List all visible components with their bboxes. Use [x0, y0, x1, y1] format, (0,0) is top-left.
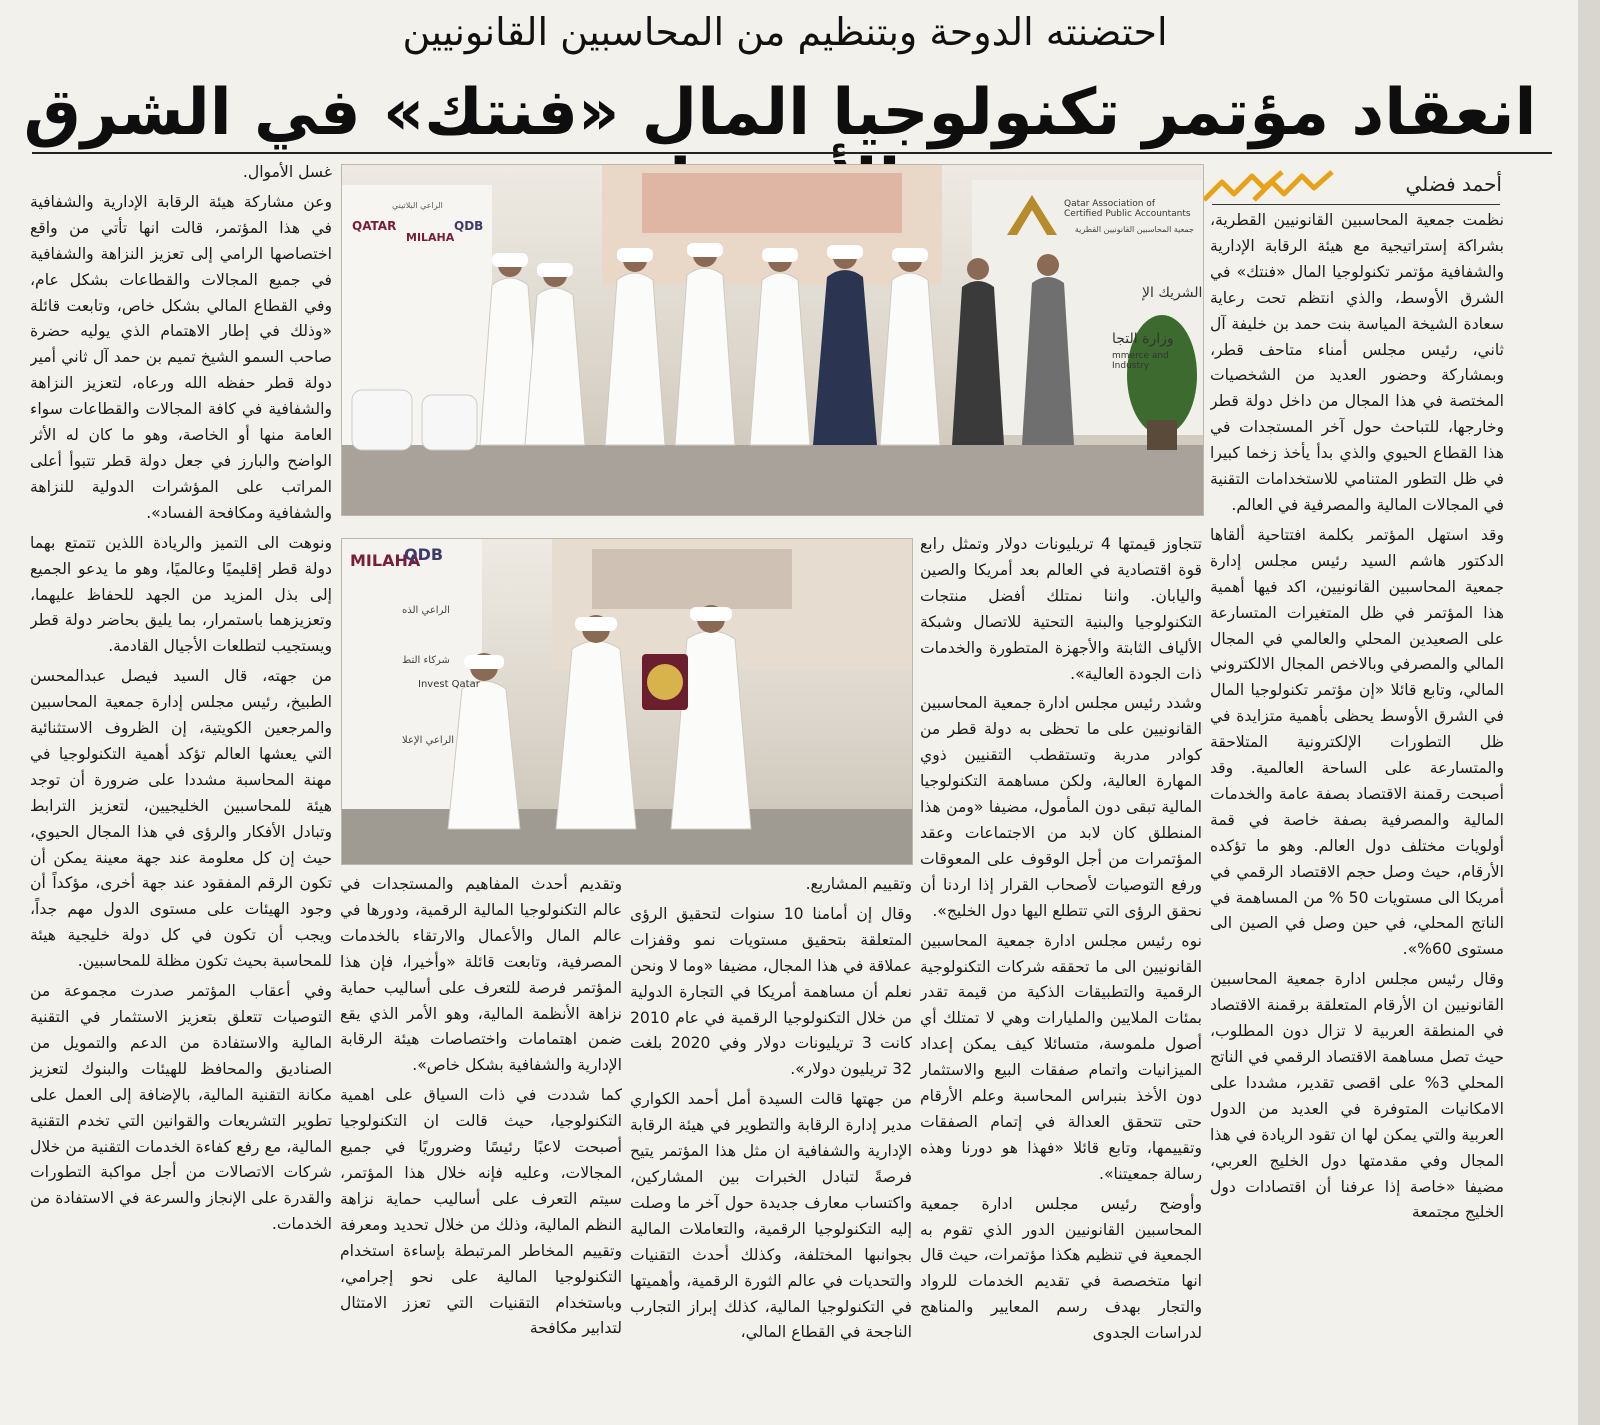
paragraph: وعن مشاركة هيئة الرقابة الإدارية والشفافية في هذا المؤتمر، قالت انها تأتي من واقع اختصاصها الرامي إلى تعزيز النزاهة والشفافية في جميع المجالات والقطاعات بشكل عام، وفي القطاع المالي بشكل خاص، وتابعت قائلة «وذلك في إطار الاهتمام الذي يوليه حضرة صاحب السمو الشيخ تميم بن حمد آل ثاني أمير دولة قطر حفظه الله ورعاه، لتعزيز النزاهة والشفافية في كافة المجالات والقطاعات سواء العامة منها أو الخاصة، وهو ما كان له الأثر الواضح والبارز في جعل دولة قطر تتبوأ أعلى المراتب على المؤشرات الدولية للنزاهة والشفافية ومكافحة الفساد». [30, 192, 332, 522]
article-column-2 [920, 532, 1202, 1388]
author-rule [1212, 204, 1500, 205]
association-name-en: Qatar Association of Certified Public Accountants [1064, 199, 1191, 219]
paragraph: وقد استهل المؤتمر بكلمة افتتاحية ألقاها الدكتور هاشم السيد رئيس مجلس إدارة جمعية المحاسبين القانونيين، اكد فيها أهمية هذا المؤتمر في ظل المتغيرات المتسارعة على الصعيدين المحلي والعالمي في المجال المالي والمصرفي وبالاخص المجال الالكتروني المالي، وتابع قائلا «إن مؤتمر تكنولوجيا المال في الشرق الأوسط يحظى بأهمية متزايدة في ظل التطورات الإلكترونية المتلاحقة والمتسارعة على الساحة العالمية. وقد أصبحت رقمنة الاقتصاد بصفة عامة والخدمات المالية والمصرفية بصفة خاصة في قمة أولويات مختلف دول العالم. وهو ما تؤكده الأرقام، حيث وصل حجم الاقتصاد الرقمي في أمريكا الى مستويات 50 % من المساهمة في الناتج المحلي، في حين وصل في الصين الى مستوى 60%». [1210, 525, 1504, 959]
article-column-4 [340, 872, 622, 1388]
article-column-3 [630, 872, 912, 1388]
page-edge [1578, 0, 1600, 1425]
ministry-name-ar: وزارة التجا [1112, 331, 1174, 347]
sponsor-logo-qatar-airways: QATAR [352, 219, 397, 233]
paragraph: ونوهت الى التميز والريادة اللذين تتمتع بهما دولة قطر إقليميًا وعالميًا، وهو ما يدعو الجميع إلى بذل المزيد من الجهد للحفاظ عليهما، وتعزيزهما باستمرار، بما يليق بحاضر دولة قطر ويستجيب لتطلعات الأجيال القادمة. [30, 533, 332, 656]
sponsor-logo-milaha: MILAHA [406, 231, 455, 244]
award-photo-illustration [342, 539, 912, 864]
main-headline: انعقاد مؤتمر تكنولوجيا المال «فنتك» في الشرق [23, 76, 1537, 150]
sub-headline: احتضنته الدوحة وبتنظيم من المحاسبين القانونيين [402, 10, 1168, 54]
headline-rule [32, 152, 1552, 154]
paragraph: وتقديم أحدث المفاهيم والمستجدات في عالم التكنولوجيا المالية الرقمية، ودورها في عالم المال والأعمال والارتقاء بالخدمات المصرفية، وتابعت قائلة «وأخيرا، فإن هذا المؤتمر فرصة للتعرف على أساليب حماية نزاهة الأنظمة المالية، وهو الأمر الذي يقع ضمن اهتمامات واختصاصات هيئة الرقابة الإدارية والشفافية بشكل خاص». [340, 875, 622, 1075]
invest-qatar-logo: Invest Qatar [418, 679, 480, 690]
paragraph: تتجاوز قيمتها 4 تريليونات دولار وتمثل رابع قوة اقتصادية في العالم بعد أمريكا والصين واليابان. واننا نمتلك أفضل منتجات التكنولوجيا والبنية التحتية للاتصال وشبكة الألياف الثابتة والأجهزة المتطورة والخدمات ذات الجودة العالية». [920, 535, 1202, 683]
author-byline [1212, 170, 1502, 202]
paragraph: من جهتها قالت السيدة أمل أحمد الكواري مدير إدارة الرقابة والتطوير في هيئة الرقابة الإدارية والشفافية ان مثل هذا المؤتمر يتيح فرصةً لتبادل الخبرات بين المشاركين، واكتساب معارف جديدة حول آخر ما وصلت إليه التكنولوجيا الرقمية، والتعاملات المالية بجوانبها المختلفة، وكذلك أحدث التقنيات والتحديات في عالم الثورة الرقمية، وأهميتها في التكنولوجيا المالية، كذلك إبراز التجارب الناجحة في القطاع المالي، [630, 1090, 912, 1342]
paragraph: وقال إن أمامنا 10 سنوات لتحقيق الرؤى المتعلقة بتحقيق مستويات نمو وقفزات عملاقة في هذا المجال، مضيفا «وما لا ونحن نعلم أن مساهمة أمريكا في التجارة الدولية من خلال التكنولوجيا الرقمية في عام 2010 كانت 3 تريليونات دولار وفي 2020 بلغت 32 تريليون دولار». [630, 904, 912, 1079]
article-column-1 [1210, 208, 1504, 1388]
paragraph: وفي أعقاب المؤتمر صدرت مجموعة من التوصيات تتعلق بتعزيز الاستثمار في التقنية المالية والاستفادة من الدعم والتمويل من الصناديق والمحافظ للهيئات والبنوك لتعزيز مكانة التقنية المالية، بالإضافة إلى العمل على تطوير التشريعات والقوانين التي تخدم التقنية المالية، مع رفع كفاءة الخدمات التقنية من خلال شركات الاتصالات من أجل مواكبة التطورات والقدرة على الإنجاز والسرعة في الاستفادة من الخدمات. [30, 982, 332, 1234]
association-name-ar: جمعية المحاسبين القانونيين القطرية [1074, 225, 1194, 234]
author-name: أحمد فضلي [1405, 172, 1502, 196]
sponsor-logo-qdb: QDB [454, 219, 484, 233]
paragraph: نظمت جمعية المحاسبين القانونيين القطرية، بشراكة إستراتيجية مع هيئة الرقابة الإدارية والشفافية مؤتمر تكنولوجيا المال «فنتك» في الشرق الأوسط، والذي انتظم تحت رعاية سعادة الشيخة المياسة بنت حمد بن خليفة آل ثاني، رئيس مجلس أمناء متاحف قطر، وبمشاركة وحضور العديد من الشخصيات المختصة في هذا المجال من داخل دولة قطر وخارجها، للتباحث حول آخر المستجدات في هذا القطاع الحيوي والذي بدأ يأخذ زخما كبيرا في ظل التطور المتنامي للاستخدامات التقنية في المجالات المالية والمصرفية في العالم. [1210, 211, 1504, 514]
sponsor-tier-label: الراعي البلاتيني [392, 201, 443, 210]
sponsor-tier-label: الراعي الإعلا [402, 735, 455, 746]
ministry-name-en: mmerce and Industry [1112, 351, 1169, 371]
paragraph: من جهته، قال السيد فيصل عبدالمحسن الطبيخ، رئيس مجلس إدارة جمعية المحاسبين والمرجعين الكويتية، إن الظروف الاستثنائية التي يعشها العالم تؤكد أهمية التكنولوجيا في مهنة المحاسبة مشددا على ضرورة أن توجد هيئة للمحاسبين الخليجيين، لتعزيز الترابط وتبادل الأفكار والرؤى في هذا المجال الحيوي، حيث إن كل معلومة عند جهة معينة يمكن أن تكون الرقم المفقود عند جهة أخرى، مؤكداً أن وجود الهيئات على مستوى الدول مهم جداً، ويجب أن تكون في كل دولة خليجية هيئة للمحاسبة بحيث تكون مظلة للمحاسبين. [30, 667, 332, 971]
paragraph: نوه رئيس مجلس ادارة جمعية المحاسبين القانونيين الى ما تحققه شركات التكنولوجية الرقمية والتطبيقات الذكية من قيمة تقدر بمئات الملايين والمليارات وهي لا تمتلك أي أصول ملموسة، متسائلا كيف يمكن إعداد الميزانيات واتمام صفقات البيع والاستثمار دون الأخذ بنبراس المحاسبة وعلم الأرقام حتى تتحقق العدالة في إتمام الصفقات وتقييمها، وتابع قائلا «فهذا هو دورنا وهذه رسالة جمعيتنا». [920, 931, 1202, 1183]
partner-label: الشريك الإ [1142, 285, 1203, 301]
sponsor-logo-milaha: MILAHA [350, 551, 421, 570]
paragraph: وشدد رئيس مجلس ادارة جمعية المحاسبين القانونيين على ما تحظى به دولة قطر من كوادر مدربة وتستقطب التقنيين ذوي المهارة العالية، ولكن مساهمة التكنولوجيا المالية تبقى دون المأمول، مضيفا «ومن هذا المنطلق كان لابد من الاجتماعات وعقد المؤتمرات من أجل الوقوف على المعوقات ورفع التوصيات لأصحاب القرار إذا اردنا أن نحقق الرؤى التي تتطلع اليها دول الخليج». [920, 694, 1202, 920]
paragraph: كما شددت في ذات السياق على اهمية التكنولوجيا، حيث قالت ان التكنولوجيا أصبحت لاعبًا رئيسًا وضروريًا في جميع المجالات، وعليه فإنه خلال هذا المؤتمر، سيتم التعرف على أساليب حماية نزاهة النظم المالية، وذلك من خلال تحديد ومعرفة وتقييم المخاطر المرتبطة بإساءة استخدام التكنولوجيا المالية على نحو إجرامي، وباستخدام التقنيات التي تعزز الامتثال لتدابير مكافحة [340, 1086, 622, 1338]
paragraph: غسل الأموال. [242, 163, 332, 181]
paragraph: وأوضح رئيس مجلس ادارة جمعية المحاسبين القانونيين الدور الذي تقوم به الجمعية في تنظيم هكذا مؤتمرات، حيث قال انها متخصصة في تقديم الخدمات للرواد والتجار بهدف رسم المعايير والمناهج لدراسات الجدوى [920, 1194, 1202, 1343]
paragraph: وقال رئيس مجلس ادارة جمعية المحاسبين القانونيين ان الأرقام المتعلقة برقمنة الاقتصاد في المنطقة العربية لا تزال دون المطلوب، حيث تصل مساهمة الاقتصاد الرقمي في الناتج المحلي 3% على اقصى تقدير، مشددا على الامكانيات المتوفرة في العديد من الدول العربية والتي يمكن لها ان تقود الريادة في هذا المجال وفي مقدمتها دول الخليج العربي، مضيفا «خاصة إذا عرفنا أن اقتصادات دول الخليج مجتمعة [1210, 970, 1504, 1222]
chevron-decoration-icon [1202, 170, 1362, 204]
sponsor-tier-label: شركاء التط [402, 655, 450, 666]
sponsor-tier-label: الراعي الذه [402, 605, 450, 616]
paragraph: وتقييم المشاريع. [805, 875, 912, 893]
group-photo [341, 164, 1204, 516]
award-photo [341, 538, 913, 865]
sponsor-logo-qdb: QDB [404, 545, 444, 564]
article-column-5 [30, 160, 332, 1388]
